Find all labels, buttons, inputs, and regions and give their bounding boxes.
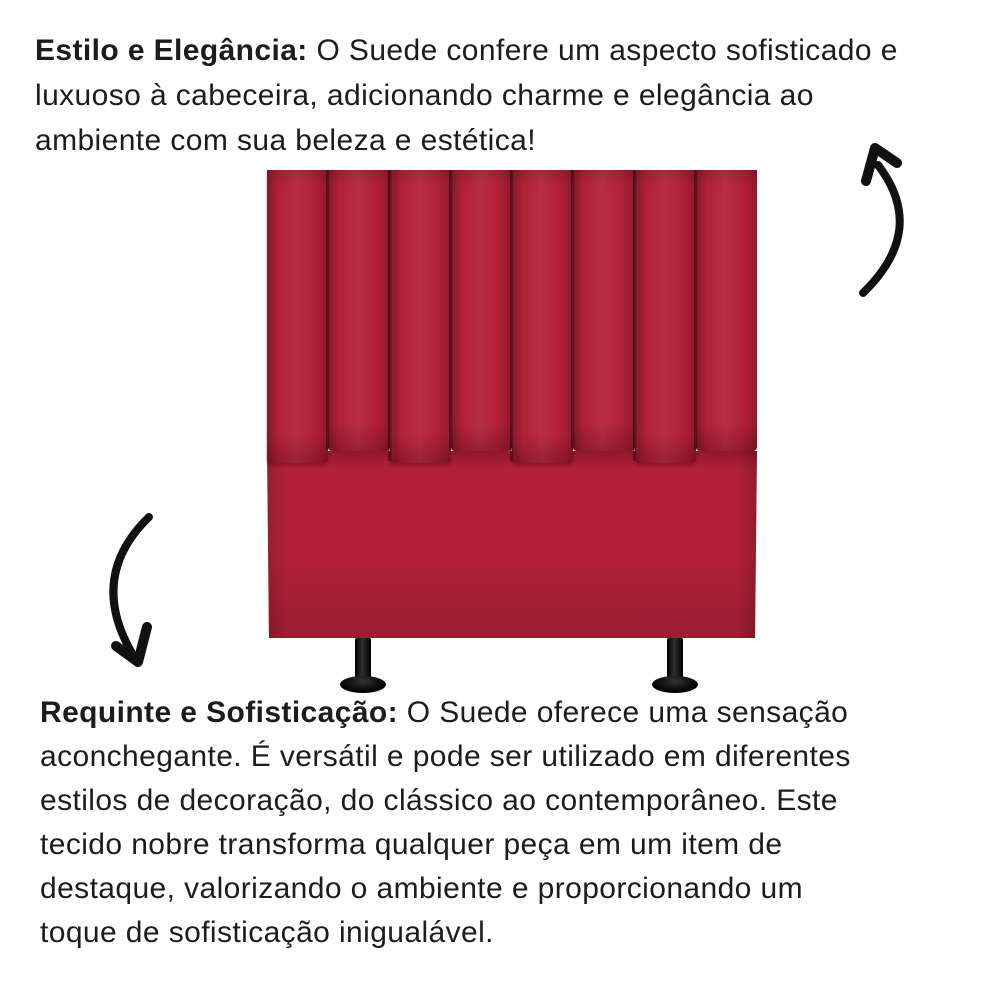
headboard-panel [390,170,451,463]
curved-arrow-up-icon [840,135,910,305]
headboard-panel [451,170,512,451]
headboard-panel [635,170,696,463]
headboard-panel [696,170,757,451]
bottom-description-line-1 [40,691,851,735]
bottom-description-line-3: estilos de decoração, do clássico ao contemporâneo. Este [40,784,838,817]
foot-stem [667,638,683,680]
top-description-heading: Estilo e Elegância: [35,34,308,67]
top-description-line-3: ambiente com sua beleza e estética! [35,124,536,157]
top-description-line-2: luxuoso à cabeceira, adicionando charme e elegância ao [35,79,814,112]
top-description-line-1-text: O Suede confere um aspecto sofisticado e [316,34,898,67]
bottom-description-line-1-text: O Suede oferece uma sensação [406,696,849,729]
headboard-panel [512,170,573,463]
bottom-description-heading: Requinte e Sofisticação: [40,696,399,729]
bottom-description-line-6: toque de sofisticação inigualável. [40,916,494,949]
headboard-base-panel [267,451,757,638]
headboard-channel-panels [267,170,757,451]
top-description [35,28,898,163]
bottom-description-line-2: aconchegante. É versátil e pode ser utilizado em diferentes [40,740,851,773]
foot-stem [355,638,371,680]
curved-arrow-down-icon [95,505,165,675]
headboard-panel [328,170,389,451]
bottom-description-line-5: destaque, valorizando o ambiente e proporcionando um [40,872,803,905]
top-description-line-1 [35,28,898,73]
bottom-description [40,691,851,955]
bottom-description-line-4: tecido nobre transforma qualquer peça em um item de [40,828,783,861]
headboard-panel [267,170,328,463]
headboard-panel [573,170,634,451]
headboard-foot-right [652,638,698,693]
headboard-foot-left [340,638,386,693]
headboard-photo [267,170,757,638]
